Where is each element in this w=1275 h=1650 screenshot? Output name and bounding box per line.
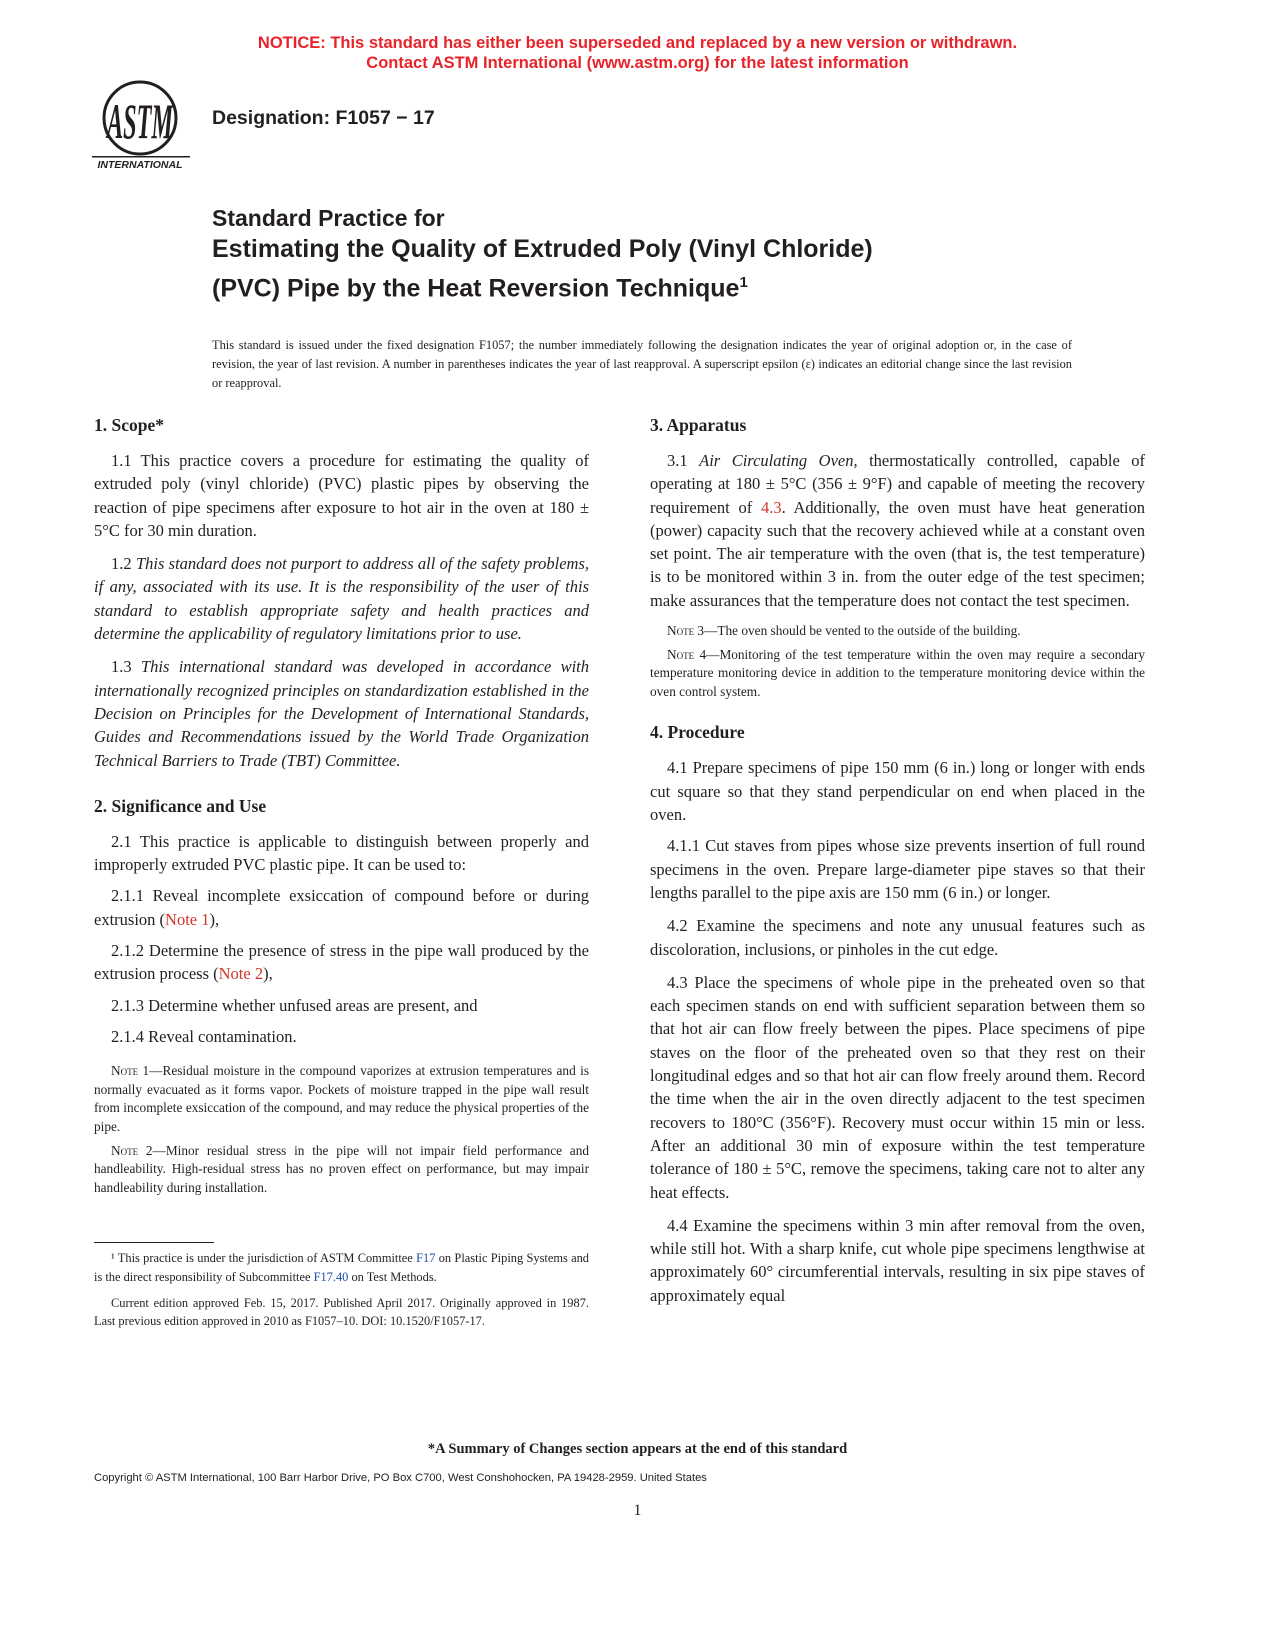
right-column (650, 413, 1145, 1315)
withdrawal-notice (0, 33, 1275, 73)
logo-mark: ASTM (105, 93, 174, 149)
section-3-heading: 3. Apparatus (650, 415, 747, 435)
notice-line-2: Contact ASTM International (www.astm.org) for the latest information (366, 54, 909, 72)
section-4-3-link[interactable]: 4.3 (760, 497, 782, 517)
designation: Designation: F1057 − 17 (212, 107, 435, 129)
paragraph-2-1: 2.1 This practice is applicable to distinguish between properly and improperly extruded PVC plastic pipe. It can be used to: (94, 831, 589, 875)
paragraph-2-1-1 (94, 884, 589, 931)
note-3-text: —The oven should be vented to the outside of the building. (704, 623, 1021, 639)
committee-f17-link[interactable]: F17 (416, 1251, 436, 1266)
footnote-1-text: ¹ This practice is under the jurisdiction of ASTM Committee (111, 1251, 417, 1266)
paragraph-4-3: 4.3 Place the specimens of whole pipe in the preheated oven so that each specimen stands on end with sufficient separation between them so that hot air can flow freely between the pipes. Place specimens of pipe staves on the floor of the preheated oven so that they rest on their longitudinal edges and so that hot air can flow freely around them. Record the time when the air in the oven directly adjacent to the test specimen recovers to 180°C (356°F). Recovery must occur within 15 min or less. After an additional 30 min of exposure within the test temperature tolerance of 180 ± 5°C, remove the specimens, taking care not to alter any heat effects. (650, 972, 1145, 1202)
paragraph-3-1-text-2: . Additionally, the oven must have heat generation (power) capacity such that the recovery achieved while at a constant oven set point. The air temperature with the oven (that is, the test temperature) is to be monitored within 3 in. from the outer edge of the test specimen; make assurances that the temperature does not contact the test specimen. (650, 497, 1145, 610)
note-1 (94, 1062, 589, 1136)
footnote-rule (94, 1242, 214, 1243)
note-1-text: —Residual moisture in the compound vaporizes at extrusion temperatures and is normally evacuated as it forms vapor. Pockets of moisture trapped in the pipe wall result from incomplete exsiccation of the compound, and may reduce the physical properties of the pipe. (94, 1063, 589, 1135)
paragraph-4-1-1: 4.1.1 Cut staves from pipes whose size prevents insertion of full round specimens in the oven. Prepare large-diameter pipe staves so that their lengths parallel to the pipe axis are 150 mm (6 in.) or longer. (650, 836, 1145, 902)
section-4-heading: 4. Procedure (650, 722, 745, 743)
intro-paragraph: This standard is issued under the fixed designation F1057; the number immediately following the designation indicates the year of original adoption or, in the case of revision, the year of last revision. A number in parentheses indicates the year of last reapproval. A superscript epsilon (ε) indicates an editorial change since the last revision or reapproval. (212, 338, 1072, 390)
section-2-heading: 2. Significance and Use (94, 795, 267, 816)
title-line-1: Estimating the Quality of Extruded Poly (Vinyl Chloride) (212, 235, 873, 263)
paragraph-2-1-2 (94, 939, 589, 986)
paragraph-2-1-1-end: ), (209, 909, 220, 929)
paragraph-4-4: 4.4 Examine the specimens within 3 min after removal from the oven, while still hot. With a sharp knife, cut whole pipe specimens lengthwise at approximately 60° circumferential intervals, resulting in six pipe staves of approximately equal (650, 1215, 1145, 1305)
astm-logo (88, 80, 198, 172)
title-footnote-mark[interactable]: 1 (739, 274, 748, 291)
paragraph-1-1: 1.1 This practice covers a procedure for estimating the quality of extruded poly (vinyl chloride) (PVC) plastic pipes by observing the reaction of pipe specimens after exposure to hot air in the oven at 180 ± 5°C for 30 min duration. (94, 451, 589, 540)
paragraph-1-2-text: This standard does not purport to address all of the safety problems, if any, associated with its use. It is the responsibility of the user of this standard to establish appropriate safety and health practices and determine the applicability of regulatory limitations prior to use. (94, 554, 589, 644)
paragraph-2-1-3: 2.1.3 Determine whether unfused areas are present, and (111, 995, 478, 1015)
paragraph-1-2 (94, 552, 589, 645)
left-column (94, 413, 589, 1338)
paragraph-1-2-num: 1.2 (111, 554, 136, 574)
paragraph-2-1-1-text: 2.1.1 Reveal incomplete exsiccation of compound before or during extrusion ( (94, 886, 589, 929)
paragraph-3-1-num: 3.1 (667, 451, 700, 470)
paragraph-2-1-2-text: 2.1.2 Determine the presence of stress in the pipe wall produced by the extrusion process ( (94, 941, 589, 984)
document-title (212, 203, 1112, 305)
note-2-label: Note 2 (111, 1142, 153, 1158)
note-4 (650, 646, 1145, 702)
astm-logo-icon (88, 80, 198, 172)
note-2 (94, 1142, 589, 1198)
note-4-label: Note 4 (667, 646, 707, 662)
paragraph-3-1 (650, 449, 1145, 612)
section-1-heading: 1. Scope* (94, 415, 164, 435)
paragraph-2-1-2-end: ), (263, 964, 273, 984)
summary-of-changes-note: *A Summary of Changes section appears at the end of this standard (427, 1441, 848, 1457)
page-number: 1 (633, 1502, 642, 1519)
notice-line-1: NOTICE: This standard has either been superseded and replaced by a new version or withdrawn. (257, 34, 1018, 52)
logo-caption: INTERNATIONAL (97, 159, 183, 171)
paragraph-1-3-num: 1.3 (111, 657, 141, 677)
paragraph-3-1-text: thermostatically controlled, capable of operating at 180 ± 5°C (356 ± 9°F) and capable of meeting the recovery requirement of (650, 451, 1146, 517)
subcommittee-f17-40-link[interactable]: F17.40 (313, 1269, 349, 1284)
note-1-label: Note 1 (111, 1063, 150, 1079)
paragraph-1-3-text: This international standard was developed in accordance with internationally recognized principles on standardization established in the Decision on Principles for the Development of International Standards, Guides and Recommendations issued by the World Trade Organization Technical Barriers to Trade (TBT) Committee. (94, 657, 590, 770)
footnote-1-text-3: on Test Methods. (348, 1269, 437, 1284)
footnote-1 (94, 1249, 589, 1285)
footnote-1-text-2: on Plastic Piping Systems and is the direct responsibility of Subcommittee (94, 1251, 589, 1284)
paragraph-2-1-4: 2.1.4 Reveal contamination. (111, 1026, 297, 1046)
note-4-text: —Monitoring of the test temperature within the oven may require a secondary temperature monitoring device in addition to the temperature monitoring device within the oven control system. (650, 646, 1145, 699)
note-3 (650, 622, 1145, 641)
note-3-label: Note 3 (667, 623, 705, 639)
footnote-edition: Current edition approved Feb. 15, 2017. Published April 2017. Originally approved in 1987. Last previous edition approved in 2010 as F1057–10. DOI: 10.1520/F1057-17. (94, 1295, 589, 1328)
note-2-text: —Minor residual stress in the pipe will not impair field performance and handleability. High-residual stress has no proven effect on performance, but may impair handleability during installation. (94, 1142, 590, 1195)
title-line-2-text: (PVC) Pipe by the Heat Reversion Technique (212, 274, 740, 303)
paragraph-1-3 (94, 655, 589, 771)
title-line-2 (212, 266, 1112, 305)
note-2-link[interactable]: Note 2 (218, 964, 264, 984)
paragraph-4-1: 4.1 Prepare specimens of pipe 150 mm (6 in.) long or longer with ends cut square so that they stand perpendicular on end when placed in the oven. (650, 758, 1145, 825)
copyright: Copyright © ASTM International, 100 Barr Harbor Drive, PO Box C700, West Conshohocken, PA 19428-2959. United States (94, 1472, 707, 1484)
note-1-link[interactable]: Note 1 (165, 909, 210, 929)
paragraph-3-1-term: Air Circulating Oven, (699, 451, 858, 470)
paragraph-4-2: 4.2 Examine the specimens and note any unusual features such as discoloration, inclusions, or pinholes in the cut edge. (650, 916, 1145, 959)
title-pre: Standard Practice for (212, 205, 445, 231)
